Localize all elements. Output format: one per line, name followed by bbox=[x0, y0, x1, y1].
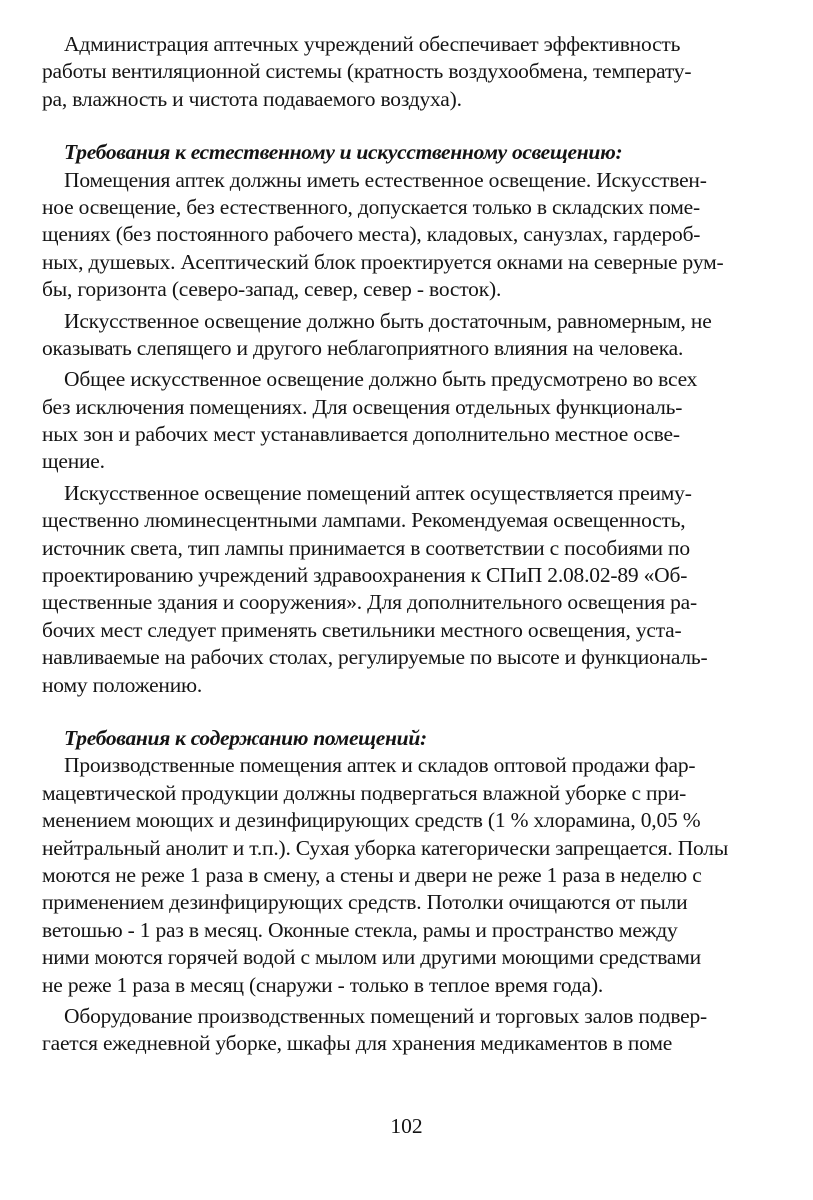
text-line: щение. bbox=[42, 449, 105, 474]
text-line: Искусственное освещение помещений аптек осуществляется преиму- bbox=[64, 480, 692, 505]
text-line: ное освещение, без естественного, допускается только в складских поме- bbox=[42, 194, 700, 219]
text-line: источник света, тип лампы принимается в соответствии с пособиями по bbox=[42, 535, 690, 560]
section-heading: Требования к естественному и искусственному освещению: bbox=[64, 140, 623, 165]
text-line: мацевтической продукции должны подвергаться влажной уборке с при- bbox=[42, 780, 687, 805]
paragraph bbox=[42, 480, 782, 699]
text-line: щественные здания и сооружения». Для дополнительного освещения ра- bbox=[42, 590, 697, 615]
text-line: Искусственное освещение должно быть достаточным, равномерным, не bbox=[64, 308, 712, 333]
text-line: Администрация аптечных учреждений обеспечивает эффективность bbox=[64, 32, 681, 56]
text-line: ному положению. bbox=[42, 672, 203, 697]
paragraph bbox=[42, 167, 782, 304]
text-line: Производственные помещения аптек и складов оптовой продажи фар- bbox=[64, 753, 696, 778]
text-line: Общее искусственное освещение должно быть предусмотрено во всех bbox=[64, 367, 698, 392]
page-number: 102 bbox=[390, 1114, 423, 1138]
text-line: ними моются горячей водой с мылом или другими моющими средствами bbox=[42, 945, 701, 970]
paragraph bbox=[42, 366, 782, 476]
paragraph bbox=[42, 1003, 782, 1058]
text-line: нейтральный анолит и т.п.). Сухая уборка категорически запрещается. Полы bbox=[42, 835, 729, 860]
text-line: менением моющих и дезинфицирующих средств (1 % хлорамина, 0,05 % bbox=[42, 808, 701, 833]
text-line: бы, горизонта (северо-запад, север, север - восток). bbox=[42, 277, 502, 302]
text-line: оказывать слепящего и другого неблагоприятного влияния на человека. bbox=[42, 335, 684, 360]
section-heading: Требования к содержанию помещений: bbox=[64, 725, 427, 750]
paragraph bbox=[42, 752, 782, 999]
text-line: бочих мест следует применять светильники местного освещения, уста- bbox=[42, 617, 682, 642]
text-line: применением дезинфицирующих средств. Потолки очищаются от пыли bbox=[42, 890, 688, 915]
text-line: работы вентиляционной системы (кратность воздухообмена, температу- bbox=[42, 59, 692, 84]
page-content bbox=[42, 31, 782, 1058]
text-line: проектированию учреждений здравоохранения к СПиП 2.08.02-89 «Об- bbox=[42, 563, 688, 588]
section-gap bbox=[42, 113, 782, 139]
text-line: гается ежедневной уборке, шкафы для хранения медикаментов в поме bbox=[42, 1031, 673, 1056]
text-line: ных зон и рабочих мест устанавливается дополнительно местное осве- bbox=[42, 422, 680, 447]
text-line: моются не реже 1 раза в смену, а стены и двери не реже 1 раза в неделю с bbox=[42, 862, 702, 887]
text-line: ных, душевых. Асептический блок проектируется окнами на северные рум- bbox=[42, 249, 724, 274]
section-gap bbox=[42, 699, 782, 725]
text-line: Помещения аптек должны иметь естественное освещение. Искусствен- bbox=[64, 167, 707, 192]
paragraph bbox=[42, 31, 782, 113]
text-line: ветошью - 1 раз в месяц. Оконные стекла, рамы и пространство между bbox=[42, 917, 678, 942]
paragraph bbox=[42, 308, 782, 363]
text-line: без исключения помещениях. Для освещения отдельных функциональ- bbox=[42, 394, 683, 419]
text-line: ра, влажность и чистота подаваемого воздуха). bbox=[42, 86, 462, 111]
text-line: щениях (без постоянного рабочего места), кладовых, санузлах, гардероб- bbox=[42, 222, 701, 247]
text-line: не реже 1 раза в месяц (снаружи - только в теплое время года). bbox=[42, 972, 604, 997]
text-line: щественно люминесцентными лампами. Рекомендуемая освещенность, bbox=[42, 508, 686, 533]
text-line: навливаемые на рабочих столах, регулируемые по высоте и функциональ- bbox=[42, 645, 708, 670]
text-line: Оборудование производственных помещений и торговых залов подвер- bbox=[64, 1003, 707, 1028]
